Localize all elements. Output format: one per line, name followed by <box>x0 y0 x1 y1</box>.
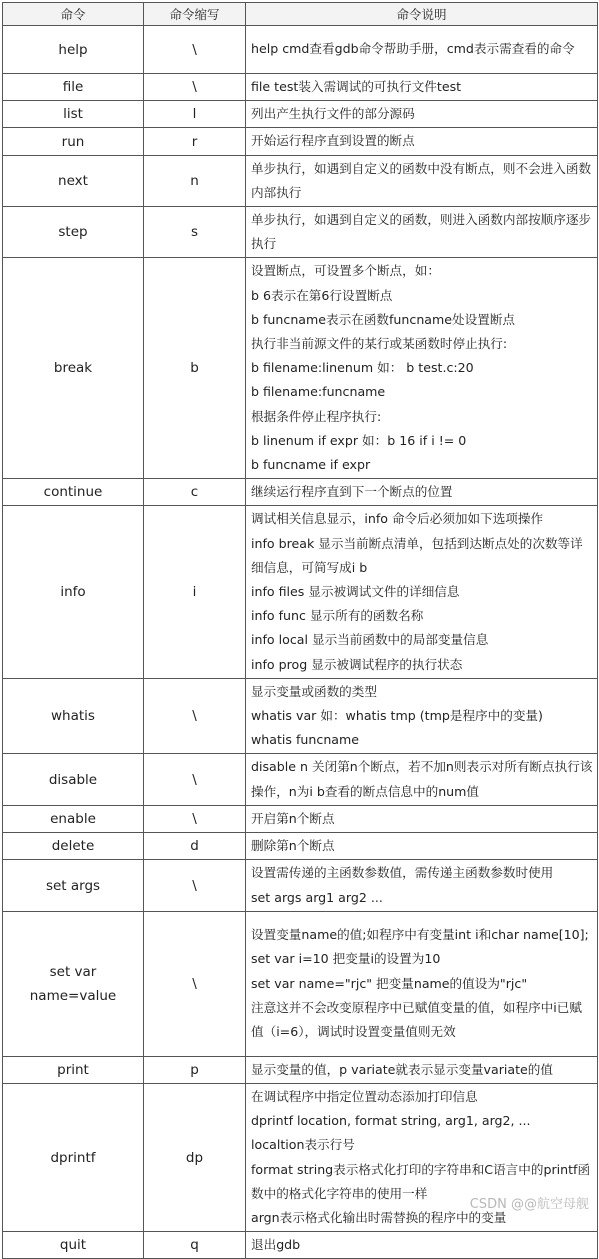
description-cell <box>246 911 598 1056</box>
abbreviation-cell: \ <box>144 678 246 754</box>
description-line: 在调试程序中指定位置动态添加打印信息 <box>251 1088 478 1104</box>
command-cell: info <box>3 506 144 678</box>
table-row <box>3 207 598 258</box>
abbreviation-cell: dp <box>144 1083 246 1231</box>
description-cell <box>246 754 598 805</box>
description-line: 继续运行程序直到下一个断点的位置 <box>251 484 453 500</box>
description-line: whatis var 如：whatis tmp (tmp是程序中的变量) <box>251 708 543 724</box>
abbreviation-cell: r <box>144 128 246 155</box>
description-line: disable n 关闭第n个断点，若不加n则表示对所有断点执行该操作，n为i b查看的断点信息中的num值 <box>251 759 593 799</box>
command-cell: next <box>3 155 144 206</box>
command-cell: whatis <box>3 678 144 754</box>
table-row <box>3 506 598 678</box>
table-row <box>3 860 598 911</box>
abbreviation-cell: p <box>144 1056 246 1083</box>
command-cell: set var name=value <box>3 911 144 1056</box>
description-line: b linenum if expr 如：b 16 if i != 0 <box>251 432 467 448</box>
description-cell <box>246 128 598 155</box>
description-cell <box>246 506 598 678</box>
header-abbreviation: 命令缩写 <box>144 3 246 26</box>
abbreviation-cell: \ <box>144 911 246 1056</box>
description-line: 设置断点，可设置多个断点，如： <box>251 263 440 279</box>
description-cell <box>246 860 598 911</box>
abbreviation-cell: i <box>144 506 246 678</box>
description-line: localtion表示行号 <box>251 1137 355 1153</box>
description-line: 退出gdb <box>251 1237 301 1253</box>
command-cell: step <box>3 207 144 258</box>
abbreviation-cell: \ <box>144 26 246 74</box>
abbreviation-cell: \ <box>144 805 246 832</box>
command-cell: list <box>3 101 144 128</box>
description-line: 显示变量或函数的类型 <box>251 683 377 699</box>
description-line: info prog 显示被调试程序的执行状态 <box>251 656 463 672</box>
description-line: info local 显示当前函数中的局部变量信息 <box>251 632 489 648</box>
abbreviation-cell: c <box>144 479 246 506</box>
command-cell: help <box>3 26 144 74</box>
abbreviation-cell: b <box>144 258 246 479</box>
description-line: set var i=10 把变量i的设置为10 <box>251 951 441 967</box>
description-line: b funcname表示在函数funcname处设置断点 <box>251 311 516 327</box>
description-cell <box>246 26 598 74</box>
gdb-command-table <box>2 2 598 1259</box>
description-line: 删除第n个断点 <box>251 838 335 854</box>
description-cell <box>246 1232 598 1259</box>
description-line: 设置需传递的主函数参数值，需传递主函数参数时使用 <box>251 865 554 881</box>
table-row <box>3 1056 598 1083</box>
table-row <box>3 155 598 206</box>
description-line: dprintf location, format string, arg1, arg2, ... <box>251 1113 531 1129</box>
table-row <box>3 833 598 860</box>
description-line: 根据条件停止程序执行: <box>251 408 382 424</box>
description-line: format string表示格式化打印的字符串和C语言中的printf函数中的格式化字符串的使用一样 <box>251 1161 591 1201</box>
command-cell: disable <box>3 754 144 805</box>
header-row <box>3 3 598 26</box>
command-cell: dprintf <box>3 1083 144 1231</box>
description-cell <box>246 74 598 101</box>
header-description: 命令说明 <box>246 3 598 26</box>
command-cell: continue <box>3 479 144 506</box>
description-cell <box>246 833 598 860</box>
abbreviation-cell: s <box>144 207 246 258</box>
description-line: b 6表示在第6行设置断点 <box>251 287 393 303</box>
description-line: 开始运行程序直到设置的断点 <box>251 133 415 149</box>
abbreviation-cell: d <box>144 833 246 860</box>
header-command: 命令 <box>3 3 144 26</box>
description-line: file test装入需调试的可执行文件test <box>251 79 462 94</box>
description-line: 开启第n个断点 <box>251 810 335 826</box>
description-line: 列出产生执行文件的部分源码 <box>251 106 415 122</box>
table-row <box>3 101 598 128</box>
table-row <box>3 911 598 1056</box>
table-row <box>3 26 598 74</box>
abbreviation-cell: q <box>144 1232 246 1259</box>
description-line: b funcname if expr <box>251 457 371 473</box>
abbreviation-cell: \ <box>144 860 246 911</box>
description-cell <box>246 101 598 128</box>
description-line: set args arg1 arg2 ... <box>251 889 383 905</box>
description-line: set var name="rjc" 把变量name的值设为"rjc" <box>251 975 528 991</box>
abbreviation-cell: \ <box>144 754 246 805</box>
description-line: 调试相关信息显示，info 命令后必须加如下选项操作 <box>251 511 544 527</box>
command-cell: break <box>3 258 144 479</box>
table-row <box>3 479 598 506</box>
description-line: argn表示格式化输出时需替换的程序中的变量 <box>251 1209 507 1225</box>
abbreviation-cell: \ <box>144 74 246 101</box>
table-row <box>3 678 598 754</box>
command-cell: file <box>3 74 144 101</box>
command-cell: run <box>3 128 144 155</box>
description-cell <box>246 678 598 754</box>
description-line: 执行非当前源文件的某行或某函数时停止执行: <box>251 336 508 352</box>
command-cell: quit <box>3 1232 144 1259</box>
description-cell <box>246 805 598 832</box>
description-cell <box>246 207 598 258</box>
description-cell <box>246 155 598 206</box>
command-cell: print <box>3 1056 144 1083</box>
description-line: 单步执行，如遇到自定义的函数，则进入函数内部按顺序逐步执行 <box>251 212 592 252</box>
table-row <box>3 805 598 832</box>
description-line: info files 显示被调试文件的详细信息 <box>251 584 460 600</box>
description-line: help cmd查看gdb命令帮助手册，cmd表示需查看的命令 <box>251 41 575 57</box>
description-line: info break 显示当前断点清单，包括到达断点处的次数等详细信息，可简写成i b <box>251 535 583 575</box>
table-row <box>3 754 598 805</box>
description-line: 注意这并不会改变原程序中已赋值变量的值，如程序中i已赋值（i=6），调试时设置变量值则无效 <box>251 999 582 1039</box>
description-cell <box>246 479 598 506</box>
description-line: b filename:linenum 如： b test.c:20 <box>251 360 474 376</box>
description-line: b filename:funcname <box>251 384 386 400</box>
description-cell <box>246 1056 598 1083</box>
description-line: whatis funcname <box>251 732 360 748</box>
description-cell <box>246 258 598 479</box>
csdn-watermark: CSDN @@航空母舰 <box>469 1197 589 1212</box>
description-line: 显示变量的值，p variate就表示显示变量variate的值 <box>251 1061 553 1077</box>
command-cell: delete <box>3 833 144 860</box>
description-line: 单步执行，如遇到自定义的函数中没有断点，则不会进入函数内部执行 <box>251 160 592 200</box>
command-cell: enable <box>3 805 144 832</box>
command-cell: set args <box>3 860 144 911</box>
description-line: info func 显示所有的函数名称 <box>251 608 424 624</box>
table-row <box>3 258 598 479</box>
table-row <box>3 1232 598 1259</box>
table-row <box>3 128 598 155</box>
description-line: 设置变量name的值;如程序中有变量int i和char name[10]; <box>251 927 589 943</box>
abbreviation-cell: l <box>144 101 246 128</box>
table-row <box>3 74 598 101</box>
abbreviation-cell: n <box>144 155 246 206</box>
